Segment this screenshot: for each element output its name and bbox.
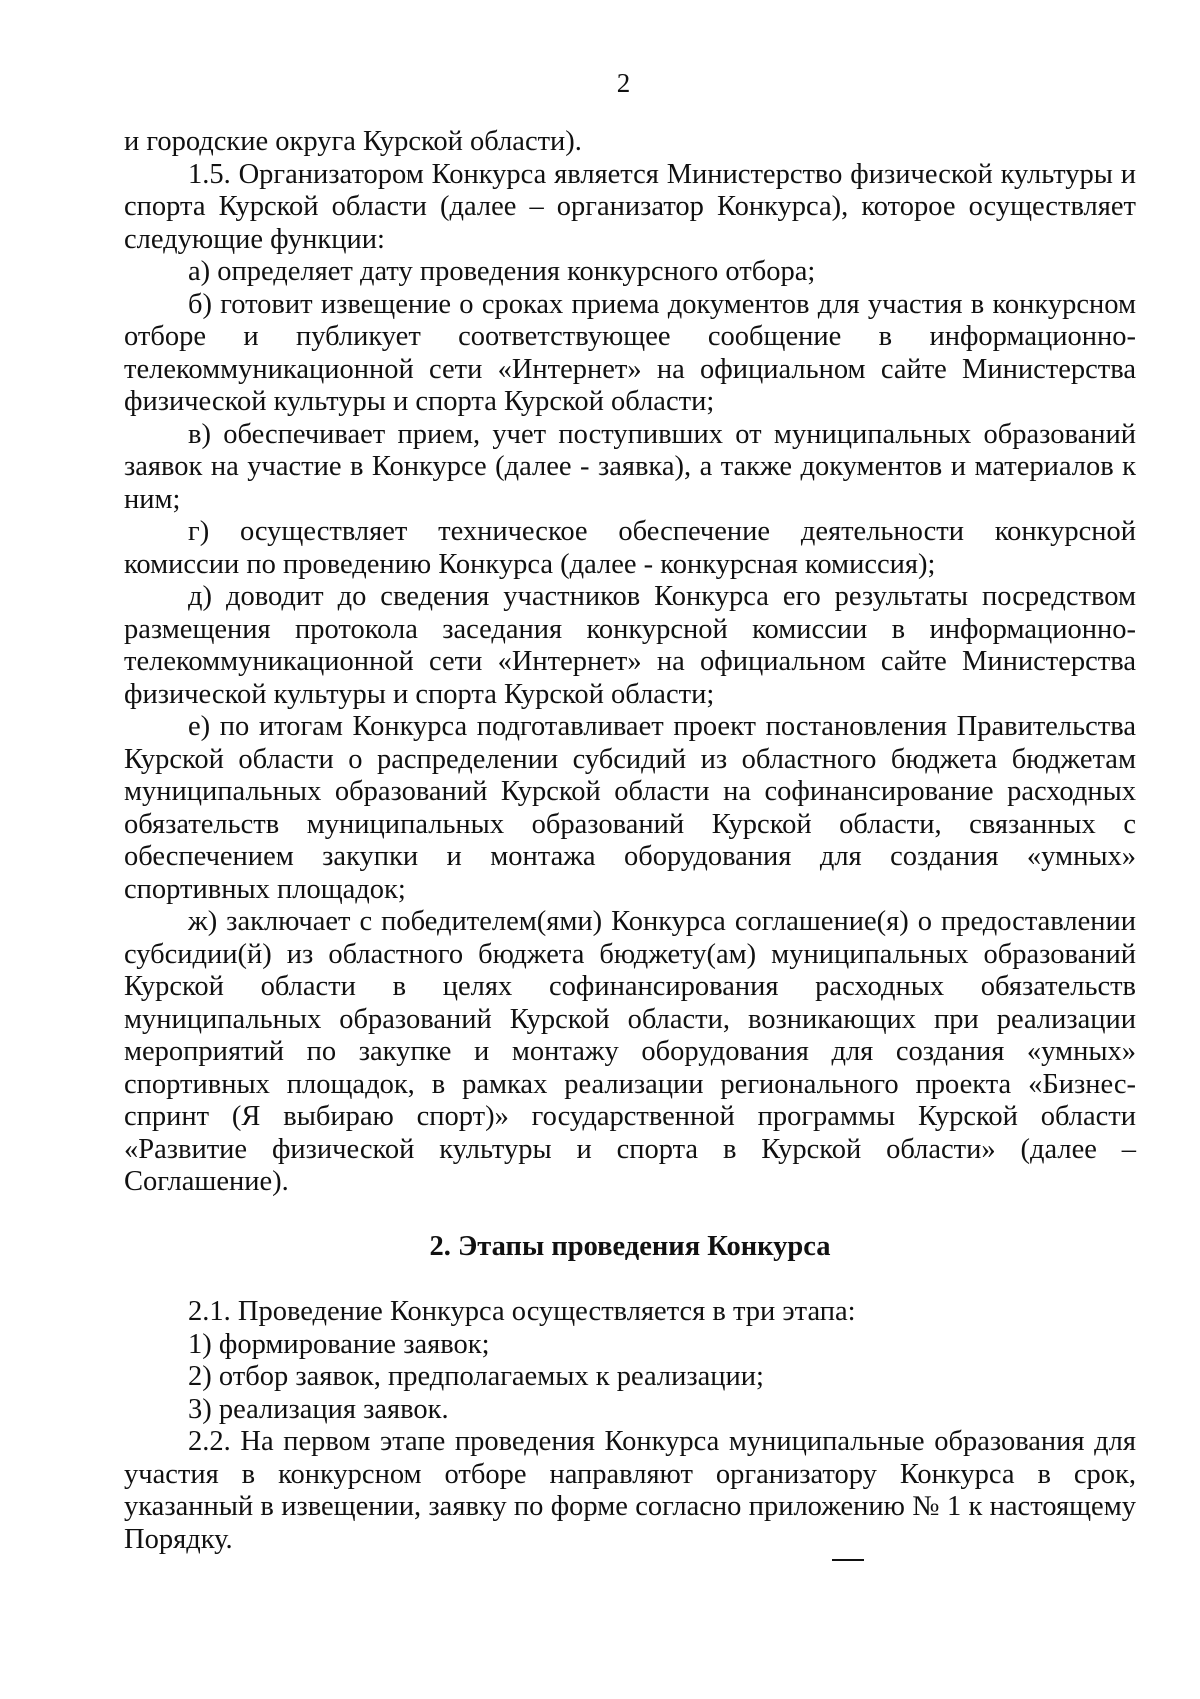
list-item-zh: ж) заключает с победителем(ями) Конкурса соглашение(я) о предоставлении субсидии(й) из областного бюджета бюджету(ам) муниципальных образований Курской области в целях софинансирования расходных обязательств муниципальных образований Курской области, возникающих при реализации мероприятий по закупке и монтажу оборудования для создания «умных» спортивных площадок, в рамках реализации регионального проекта «Бизнес-спринт (Я выбираю спорт)» государственной программы Курской области «Развитие физической культуры и спорта в Курской области» (далее – Соглашение). (124, 906, 1136, 1197)
margin-dash-mark (832, 1559, 864, 1561)
list-item-e: е) по итогам Конкурса подготавливает проект постановления Правительства Курской области о распределении субсидий из областного бюджета бюджетам муниципальных образований Курской области на софинансирование расходных обязательств муниципальных образований Курской области, связанных с обеспечением закупки и монтажа оборудования для создания «умных» спортивных площадок; (124, 711, 1136, 905)
stage-item-3: 3) реализация заявок. (188, 1393, 449, 1425)
paragraph-1-5: 1.5. Организатором Конкурса является Министерство физической культуры и спорта Курской области (далее – организатор Конкурса), которое осуществляет следующие функции: (124, 158, 1136, 255)
list-item-b: б) готовит извещение о сроках приема документов для участия в конкурсном отборе и публикует соответствующее сообщение в информационно-телекоммуникационной сети «Интернет» на официальном сайте Министерства физической культуры и спорта Курской области; (124, 288, 1136, 417)
paragraph-2-1: 2.1. Проведение Конкурса осуществляется в три этапа: (188, 1296, 856, 1327)
stage-item-2: 2) отбор заявок, предполагаемых к реализации; (188, 1361, 764, 1392)
list-item-g: г) осуществляет техническое обеспечение деятельности конкурсной комиссии по проведению Конкурса (далее - конкурсная комиссия); (124, 516, 1136, 580)
list-item-a: а) определяет дату проведения конкурсного отбора; (188, 256, 816, 287)
document-body (124, 126, 1136, 1556)
list-item-d: д) доводит до сведения участников Конкурса его результаты посредством размещения протокола заседания конкурсной комиссии в информационно-телекоммуникационной сети «Интернет» на официальном сайте Министерства физической культуры и спорта Курской области; (124, 581, 1136, 710)
paragraph-continuation: и городские округа Курской области). (124, 126, 582, 157)
section-heading: 2. Этапы проведения Конкурса (429, 1230, 831, 1262)
stage-item-1: 1) формирование заявок; (188, 1328, 490, 1360)
paragraph-2-2: 2.2. На первом этапе проведения Конкурса муниципальные образования для участия в конкурсном отборе направляют организатору Конкурса в срок, указанный в извещении, заявку по форме согласно приложению № 1 к настоящему Порядку. (124, 1426, 1136, 1555)
list-item-v: в) обеспечивает прием, учет поступивших от муниципальных образований заявок на участие в Конкурсе (далее - заявка), а также документов и материалов к ним; (124, 418, 1136, 515)
page-number: 2 (616, 68, 631, 98)
